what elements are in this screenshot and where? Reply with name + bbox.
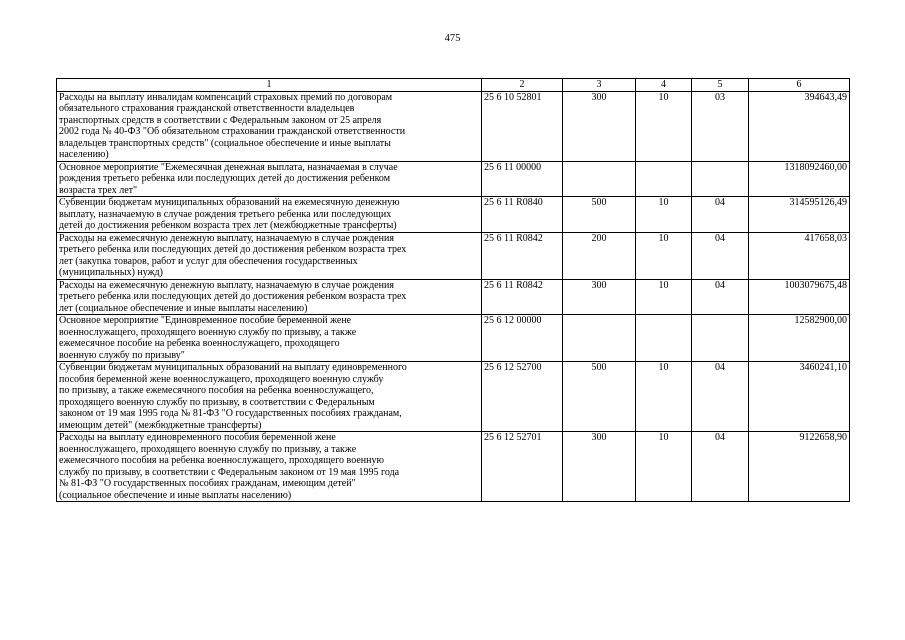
row-description: Основное мероприятие "Ежемесячная денежная выплата, назначаемая в случае рождения третьего ребенка или последующих детей до достижения ребенком возраста трех лет": [57, 161, 482, 197]
row-code: 25 6 12 00000: [482, 315, 563, 362]
row-amount: 3460241,10: [749, 362, 850, 432]
table-row: [57, 161, 850, 197]
table-row: [57, 362, 850, 432]
row-col5: [692, 315, 749, 362]
table-row: [57, 232, 850, 279]
row-col5: [692, 161, 749, 197]
row-col5: 04: [692, 362, 749, 432]
page-number: 475: [444, 33, 461, 44]
table-row: [57, 91, 850, 161]
row-col3: 300: [563, 91, 636, 161]
row-amount: 1318092460,00: [749, 161, 850, 197]
header-col-4: 4: [636, 79, 692, 92]
table-row: [57, 315, 850, 362]
row-col4: 10: [636, 432, 692, 502]
row-amount: 394643,49: [749, 91, 850, 161]
row-col5: 04: [692, 197, 749, 233]
row-description: Расходы на выплату инвалидам компенсаций страховых премий по договорам обязательного страхования гражданской ответственности владельцев транспортных средств в соответствии с Федеральным законом от 25 апреля 2002 года № 40-ФЗ "Об обязательном страховании гражданской ответственности владельцев транспортных средств" (социальное обеспечение и иные выплаты населению): [57, 91, 482, 161]
row-col5: 03: [692, 91, 749, 161]
header-row: [57, 79, 850, 92]
row-col4: 10: [636, 279, 692, 315]
row-code: 25 6 10 52801: [482, 91, 563, 161]
header-col-3: 3: [563, 79, 636, 92]
row-col5: 04: [692, 232, 749, 279]
row-code: 25 6 12 52700: [482, 362, 563, 432]
row-description: Субвенции бюджетам муниципальных образований на выплату единовременного пособия беременной жене военнослужащего, проходящего военную службу по призыву, а также ежемесячного пособия на ребенка военнослужащего, проходящего военную службу по призыву, в соответствии с Федеральным законом от 19 мая 1995 года № 81-ФЗ "О государственных пособиях гражданам, имеющим детей" (межбюджетные трансферты): [57, 362, 482, 432]
row-col3: 200: [563, 232, 636, 279]
row-amount: 9122658,90: [749, 432, 850, 502]
row-description: Субвенции бюджетам муниципальных образований на ежемесячную денежную выплату, назначаемую в случае рождения третьего ребенка или последующих детей до достижения ребенком возраста трех лет (межбюджетные трансферты): [57, 197, 482, 233]
row-description: Расходы на ежемесячную денежную выплату, назначаемую в случае рождения третьего ребенка или последующих детей до достижения ребенком возраста трех лет (закупка товаров, работ и услуг для обеспечения государственных (муниципальных) нужд): [57, 232, 482, 279]
row-col5: 04: [692, 279, 749, 315]
row-amount: 314595126,49: [749, 197, 850, 233]
table-row: [57, 197, 850, 233]
row-code: 25 6 11 R0840: [482, 197, 563, 233]
row-col4: [636, 315, 692, 362]
table-row: [57, 432, 850, 502]
row-code: 25 6 12 52701: [482, 432, 563, 502]
header-col-1: 1: [57, 79, 482, 92]
row-col4: 10: [636, 197, 692, 233]
row-code: 25 6 11 R0842: [482, 232, 563, 279]
table-header: [57, 79, 850, 92]
table-body: [57, 91, 850, 502]
row-col4: 10: [636, 362, 692, 432]
header-col-6: 6: [749, 79, 850, 92]
row-col5: 04: [692, 432, 749, 502]
row-description: Расходы на ежемесячную денежную выплату, назначаемую в случае рождения третьего ребенка или последующих детей до достижения ребенком возраста трех лет (социальное обеспечение и иные выплаты населению): [57, 279, 482, 315]
header-col-5: 5: [692, 79, 749, 92]
row-code: 25 6 11 00000: [482, 161, 563, 197]
row-col3: 500: [563, 362, 636, 432]
row-amount: 1003079675,48: [749, 279, 850, 315]
row-col4: 10: [636, 232, 692, 279]
row-description: Расходы на выплату единовременного пособия беременной жене военнослужащего, проходящего военную службу по призыву, а также ежемесячного пособия на ребенка военнослужащего, проходящего военную службу по призыву, в соответствии с Федеральным законом от 19 мая 1995 года № 81-ФЗ "О государственных пособиях гражданам, имеющим детей" (социальное обеспечение и иные выплаты населению): [57, 432, 482, 502]
budget-table: [56, 78, 850, 502]
row-col3: 300: [563, 432, 636, 502]
row-amount: 417658,03: [749, 232, 850, 279]
row-description: Основное мероприятие "Единовременное пособие беременной жене военнослужащего, проходящего военную службу по призыву, а также ежемесячное пособие на ребенка военнослужащего, проходящего военную службу по призыву": [57, 315, 482, 362]
row-amount: 12582900,00: [749, 315, 850, 362]
row-col4: 10: [636, 91, 692, 161]
row-col3: [563, 161, 636, 197]
row-col3: 300: [563, 279, 636, 315]
row-code: 25 6 11 R0842: [482, 279, 563, 315]
row-col4: [636, 161, 692, 197]
table-row: [57, 279, 850, 315]
row-col3: 500: [563, 197, 636, 233]
header-col-2: 2: [482, 79, 563, 92]
row-col3: [563, 315, 636, 362]
